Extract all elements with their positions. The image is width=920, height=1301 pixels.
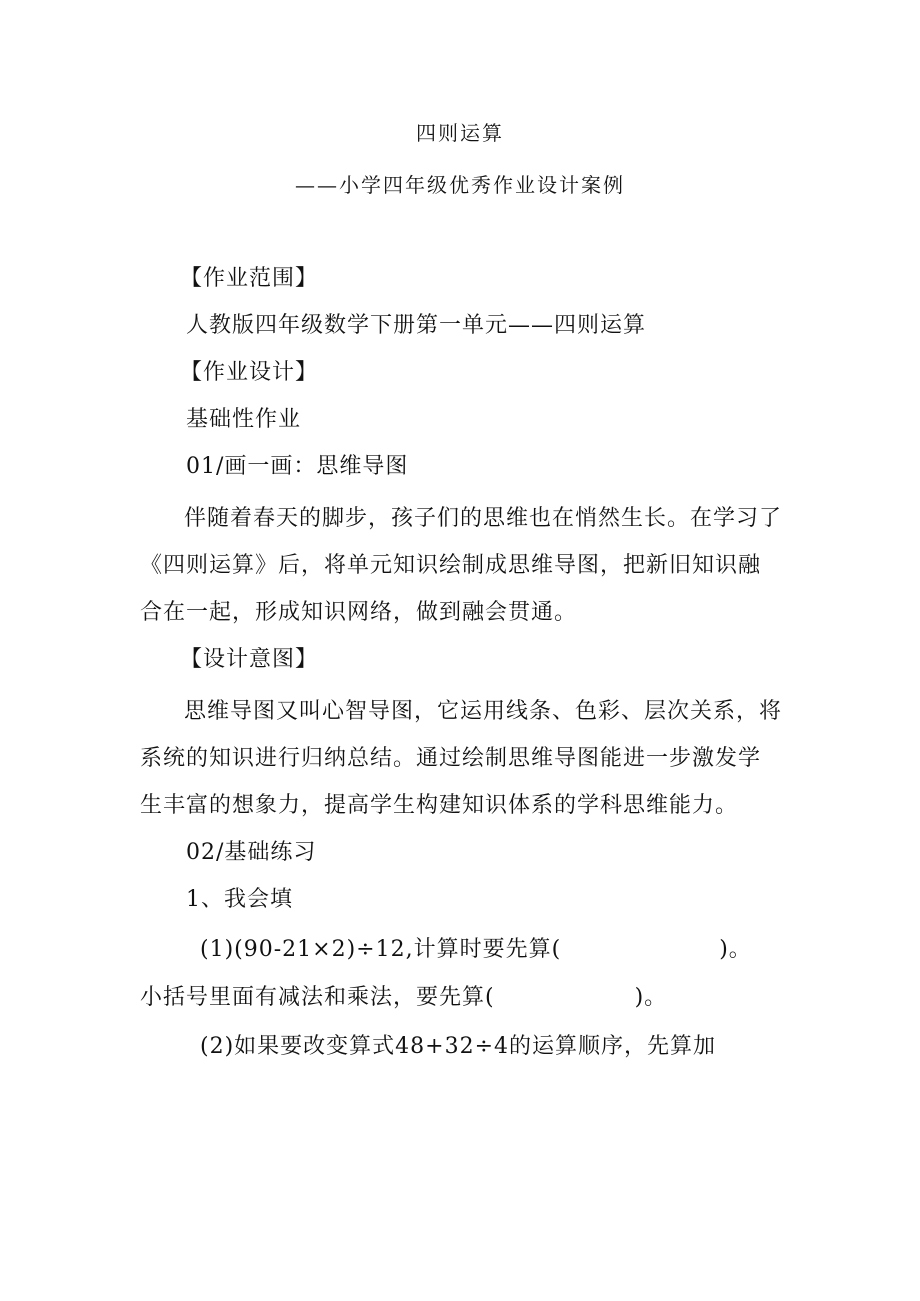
document-subtitle: ——小学四年级优秀作业设计案例 [295, 173, 625, 197]
intent-heading: 【设计意图】 [180, 647, 319, 672]
scope-text: 人教版四年级数学下册第一单元——四则运算 [186, 313, 647, 338]
item1-paragraph: 伴随着春天的脚步，孩子们的思维也在悄然生长。在学习了《四则运算》后，将单元知识绘制成思维导图，把新旧知识融合在一起，形成知识网络，做到融会贯通。 [140, 506, 783, 625]
intent-paragraph: 思维导图又叫心智导图，它运用线条、色彩、层次关系，将系统的知识进行归纳总结。通过绘制思维导图能进一步激发学生丰富的想象力，提高学生构建知识体系的学科思维能力。 [140, 699, 783, 818]
q1-part2-start: 小括号里面有减法和乘法，要先算( [140, 985, 495, 1010]
item1-title: 01/画一画：思维导图 [186, 454, 409, 479]
item2-title: 02/基础练习 [186, 840, 317, 865]
scope-heading: 【作业范围】 [180, 266, 319, 291]
q1-part2-end: )。 [634, 985, 668, 1010]
basic-homework-label: 基础性作业 [186, 407, 302, 432]
q1-part1-start: (1)(90-21×2)÷12,计算时要先算( [200, 937, 562, 962]
question1-title: 1、我会填 [186, 887, 293, 912]
question2-text: (2)如果要改变算式48+32÷4的运算顺序，先算加 [200, 1034, 717, 1059]
question1-part2 [140, 983, 667, 1013]
q1-part1-end: )。 [719, 937, 752, 962]
design-heading: 【作业设计】 [180, 360, 319, 385]
document-title: 四则运算 [416, 121, 504, 145]
question1-part1 [200, 935, 752, 965]
